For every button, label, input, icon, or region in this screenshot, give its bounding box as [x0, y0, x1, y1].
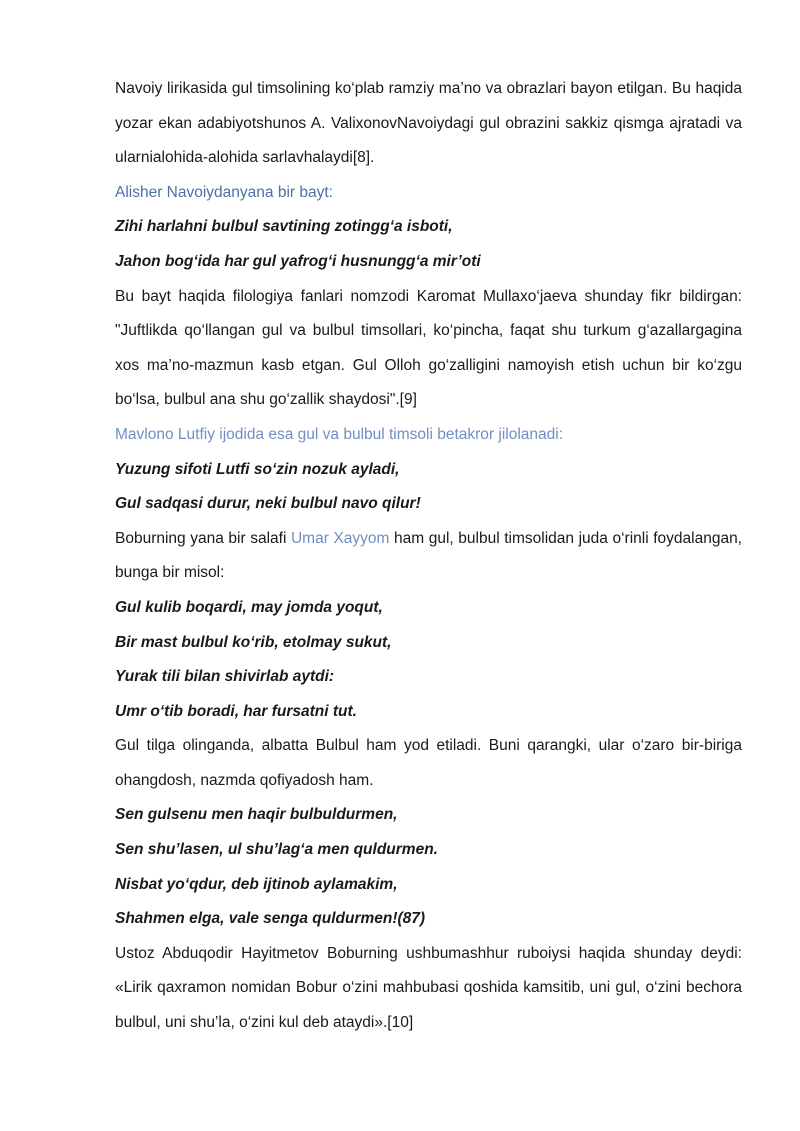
document-page	[115, 72, 742, 1041]
verse-line: Umr o‘tib boradi, har fursatni tut.	[115, 702, 357, 720]
paragraph-mullaxojaeva: Bu bayt haqida filologiya fanlari nomzodi Karomat Mullaxo‘jaeva shunday fikr bildirgan: "Juftlikda qo‘llangan gul va bulbul timsollari, ko‘pincha, faqat shu turkum g‘azallargagina xos ma’no-mazmun kasb etgan. Gul Olloh go‘zalligini namoyish etish uchun bir ko‘zgu bo‘lsa, bulbul ana shu go‘zallik shaydosi".[9]	[115, 287, 742, 409]
verse-line: Sen gulsenu men haqir bulbuldurmen,	[115, 806, 398, 824]
verse-line: Nisbat yo‘qdur, deb ijtinob aylamakim,	[115, 875, 398, 893]
paragraph-xayyom	[115, 522, 742, 591]
verse-line: Yurak tili bilan shivirlab aytdi:	[115, 668, 335, 686]
verse-line: Zihi harlahni bulbul savtining zotingg‘a isboti,	[115, 218, 453, 236]
verse-line: Sen shu’lasen, ul shu’lag‘a men quldurmen.	[115, 841, 438, 859]
paragraph-text: Boburning yana bir salafi	[115, 529, 291, 547]
verse-line: Bir mast bulbul ko‘rib, etolmay sukut,	[115, 633, 392, 651]
verse-line: Yuzung sifoti Lutfi so‘zin nozuk ayladi,	[115, 460, 400, 478]
paragraph-gul-bulbul: Gul tilga olinganda, albatta Bulbul ham yod etiladi. Buni qarangki, ular o‘zaro bir-biriga ohangdosh, nazmda qofiyadosh ham.	[115, 737, 742, 789]
verse-line: Gul sadqasi durur, neki bulbul navo qilur!	[115, 495, 421, 513]
heading-navoiy-bayt: Alisher Navoiydanyana bir bayt:	[115, 183, 333, 201]
verse-line: Shahmen elga, vale senga quldurmen!(87)	[115, 910, 426, 928]
paragraph-intro: Navoiy lirikasida gul timsolining ko‘plab ramziy ma’no va obrazlari bayon etilgan. Bu haqida yozar ekan adabiyotshunos A. ValixonovNavoiydagi gul obrazini sakkiz qismga ajratadi va ularnialohida-alohida sarlavhalaydi[8].	[115, 80, 742, 167]
verse-line: Gul kulib boqardi, may jomda yoqut,	[115, 598, 383, 616]
author-link-umar-xayyom[interactable]: Umar Xayyom	[290, 529, 390, 547]
paragraph-text: ham gul, bulbul timsolidan juda o‘rinli foydalangan, bunga bir misol:	[115, 529, 742, 582]
paragraph-hayitmetov: Ustoz Abduqodir Hayitmetov Boburning ushbumashhur ruboiysi haqida shunday deydi: «Lirik qaxramon nomidan Bobur o‘zini mahbubasi qoshida kamsitib, uni gul, o‘zini bechora bulbul, uni shu’la, o‘zini kul deb ataydi».[10]	[115, 944, 742, 1032]
verse-line: Jahon bog‘ida har gul yafrog‘i husnungg‘a mir’oti	[115, 252, 481, 270]
heading-lutfiy: Mavlono Lutfiy ijodida esa gul va bulbul timsoli betakror jilolanadi:	[115, 425, 564, 443]
